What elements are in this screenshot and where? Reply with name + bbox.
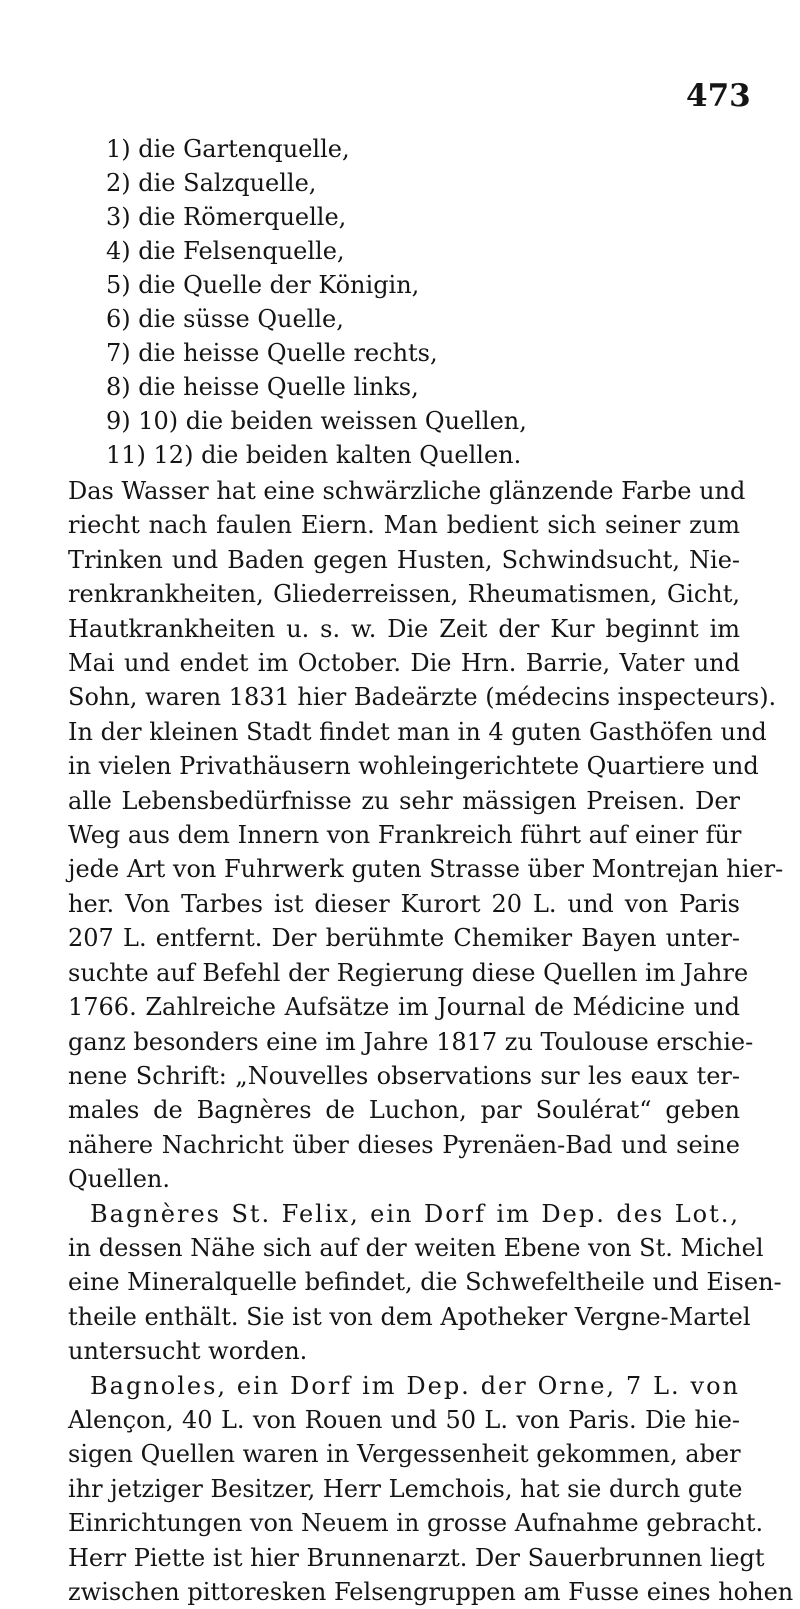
- text-line: riecht nach faulen Eiern. Man bedient sich seiner zum: [68, 511, 740, 540]
- text-line: in dessen Nähe sich auf der weiten Ebene von St. Michel: [68, 1233, 764, 1262]
- list-item: 9) 10) die beiden weissen Quellen,: [106, 407, 527, 435]
- text-line: jede Art von Fuhrwerk guten Strasse über Montrejan hier-: [68, 855, 784, 884]
- text-line: alle Lebensbedürfnisse zu sehr mässigen Preisen. Der: [68, 786, 740, 815]
- text-line: untersucht worden.: [68, 1337, 308, 1366]
- text-line: suchte auf Befehl der Regierung diese Quellen im Jahre: [68, 958, 749, 987]
- text-line: nähere Nachricht über dieses Pyrenäen-Bad und seine: [68, 1130, 740, 1159]
- text-line: Hautkrankheiten u. s. w. Die Zeit der Kur beginnt im: [68, 614, 740, 643]
- list-item: 1) die Gartenquelle,: [106, 135, 350, 163]
- paragraph-bagnoles: [68, 1369, 794, 1609]
- text-line: 1766. Zahlreiche Aufsätze im Journal de Médicine und: [68, 993, 740, 1022]
- list-item: 5) die Quelle der Königin,: [106, 271, 420, 299]
- list-item: 4) die Felsenquelle,: [106, 237, 345, 265]
- text-line: 207 L. entfernt. Der berühmte Chemiker Bayen unter-: [68, 924, 740, 953]
- list-item: 3) die Römerquelle,: [106, 203, 347, 231]
- text-line: Bagnères St. Felix, ein Dorf im Dep. des Lot.,: [90, 1199, 740, 1228]
- list-item: 8) die heisse Quelle links,: [106, 373, 419, 401]
- text-line: theile enthält. Sie ist von dem Apotheker Vergne-Martel: [68, 1302, 751, 1331]
- text-line: renkrankheiten, Gliederreissen, Rheumatismen, Gicht,: [68, 580, 740, 609]
- text-line: Trinken und Baden gegen Husten, Schwindsucht, Nie-: [68, 545, 740, 574]
- text-line: nene Schrift: „Nouvelles observations sur les eaux ter-: [68, 1061, 740, 1090]
- body-text: [68, 474, 794, 1609]
- list-item: 2) die Salzquelle,: [106, 169, 317, 197]
- text-line: Alençon, 40 L. von Rouen und 50 L. von Paris. Die hie-: [68, 1405, 740, 1434]
- list-item: 11) 12) die beiden kalten Quellen.: [106, 441, 522, 469]
- text-line: zwischen pittoresken Felsengruppen am Fusse eines hohen: [68, 1578, 794, 1606]
- text-line: in vielen Privathäusern wohleingerichtete Quartiere und: [68, 752, 759, 781]
- text-line: Herr Piette ist hier Brunnenarzt. Der Sauerbrunnen liegt: [68, 1543, 765, 1572]
- text-line: ihr jetziger Besitzer, Herr Lemchois, hat sie durch gute: [68, 1474, 743, 1503]
- list-item: 7) die heisse Quelle rechts,: [106, 339, 438, 367]
- text-line: sigen Quellen waren in Vergessenheit gekommen, aber: [68, 1440, 741, 1469]
- text-line: her. Von Tarbes ist dieser Kurort 20 L. und von Paris: [68, 889, 740, 918]
- text-line: Das Wasser hat eine schwärzliche glänzende Farbe und: [68, 477, 746, 505]
- text-line: males de Bagnères de Luchon, par Soulérat“ geben: [68, 1096, 740, 1125]
- paragraph-luchon: [68, 474, 784, 1197]
- page-number: 473: [686, 78, 751, 114]
- list-item: 6) die süsse Quelle,: [106, 305, 344, 333]
- text-line: Einrichtungen von Neuem in grosse Aufnahme gebracht.: [68, 1509, 764, 1538]
- text-line: Weg aus dem Innern von Frankreich führt auf einer für: [68, 821, 742, 850]
- text-line: Quellen.: [68, 1165, 170, 1194]
- text-line: Bagnoles, ein Dorf im Dep. der Orne, 7 L. von: [90, 1371, 740, 1400]
- text-line: ganz besonders eine im Jahre 1817 zu Toulouse erschie-: [68, 1027, 754, 1056]
- paragraph-bagneres-st-felix: [68, 1197, 782, 1369]
- text-line: In der kleinen Stadt findet man in 4 guten Gasthöfen und: [68, 717, 767, 746]
- springs-list: [106, 132, 726, 472]
- text-line: Sohn, waren 1831 hier Badeärzte (médecins inspecteurs).: [68, 683, 777, 712]
- text-line: eine Mineralquelle befindet, die Schwefeltheile und Eisen-: [68, 1268, 782, 1297]
- text-line: Mai und endet im October. Die Hrn. Barrie, Vater und: [68, 649, 740, 678]
